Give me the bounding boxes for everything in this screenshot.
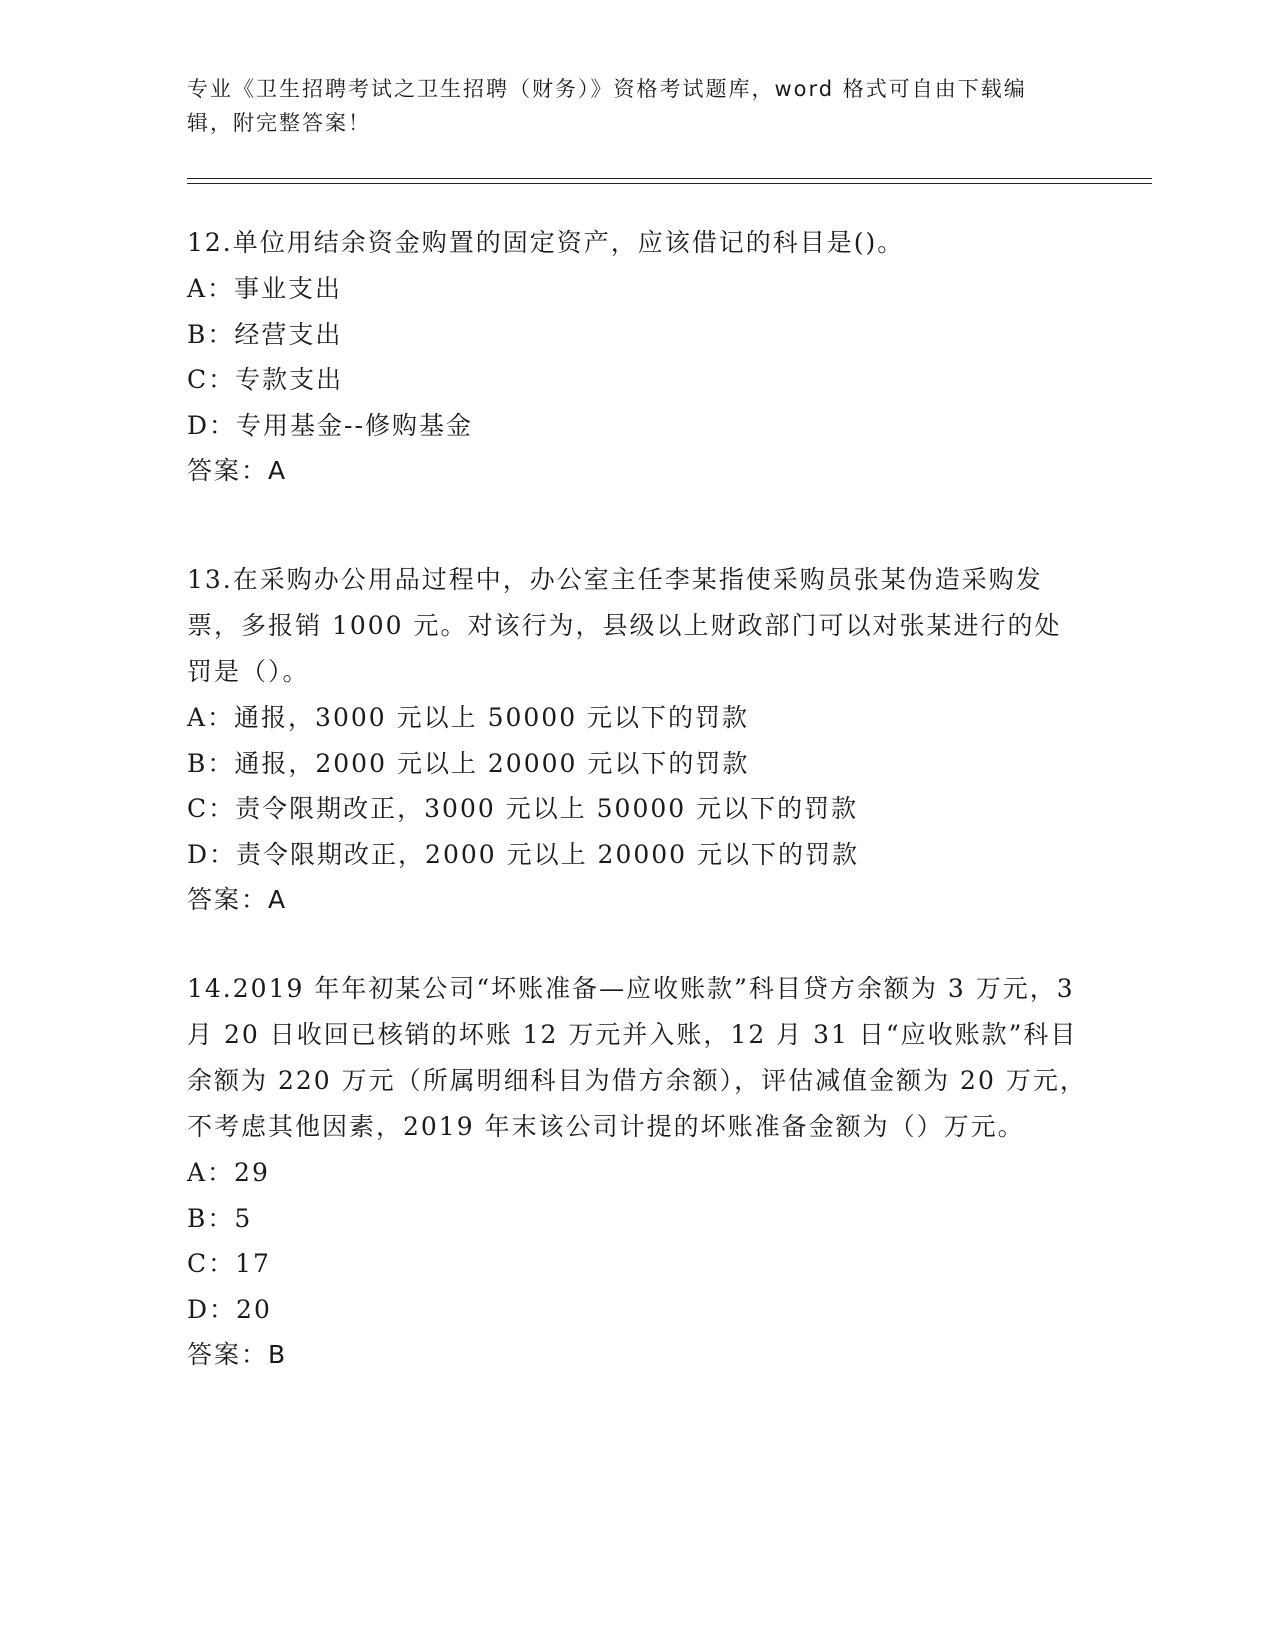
header-divider-top	[187, 178, 1152, 179]
question-stem: 13.在采购办公用品过程中，办公室主任李某指使采购员张某伪造采购发票，多报销 1000 元。对该行为，县级以上财政部门可以对张某进行的处罚是（）。	[187, 565, 1062, 686]
option-b: B：5	[187, 1203, 253, 1233]
option-a: A：29	[187, 1158, 270, 1187]
option-c: C：17	[187, 1249, 271, 1278]
option-a: A：通报，3000 元以上 50000 元以下的罚款	[187, 703, 750, 732]
question-13	[187, 557, 1087, 923]
question-14	[187, 966, 1087, 1378]
option-b: B：经营支出	[187, 319, 343, 349]
option-c: C：专款支出	[187, 365, 344, 394]
document-header: 专业《卫生招聘考试之卫生招聘（财务）》资格考试题库，word 格式可自由下载编辑，附完整答案！	[187, 77, 1027, 135]
option-a: A：事业支出	[187, 274, 343, 303]
option-d: D：专用基金--修购基金	[187, 410, 473, 440]
option-d: D：责令限期改正，2000 元以上 20000 元以下的罚款	[187, 839, 860, 869]
question-12	[187, 220, 1087, 494]
header-divider-bottom	[187, 183, 1152, 184]
answer-line: 答案：B	[187, 1340, 288, 1369]
answer-line: 答案：A	[187, 456, 288, 485]
question-stem: 12.单位用结余资金购置的固定资产，应该借记的科目是()。	[187, 228, 905, 257]
option-c: C：责令限期改正，3000 元以上 50000 元以下的罚款	[187, 794, 859, 823]
option-b: B：通报，2000 元以上 20000 元以下的罚款	[187, 748, 750, 778]
question-stem: 14.2019 年年初某公司“坏账准备—应收账款”科目贷方余额为 3 万元，3 月 20 日收回已核销的坏账 12 万元并入账，12 月 31 日“应收账款”科目余额为 220 万元（所属明细科目为借方余额），评估减值金额为 20 万元，不考虑其他因素，2019 年末该公司计提的坏账准备金额为（）万元。	[187, 974, 1087, 1141]
answer-line: 答案：A	[187, 885, 288, 914]
option-d: D：20	[187, 1294, 272, 1324]
